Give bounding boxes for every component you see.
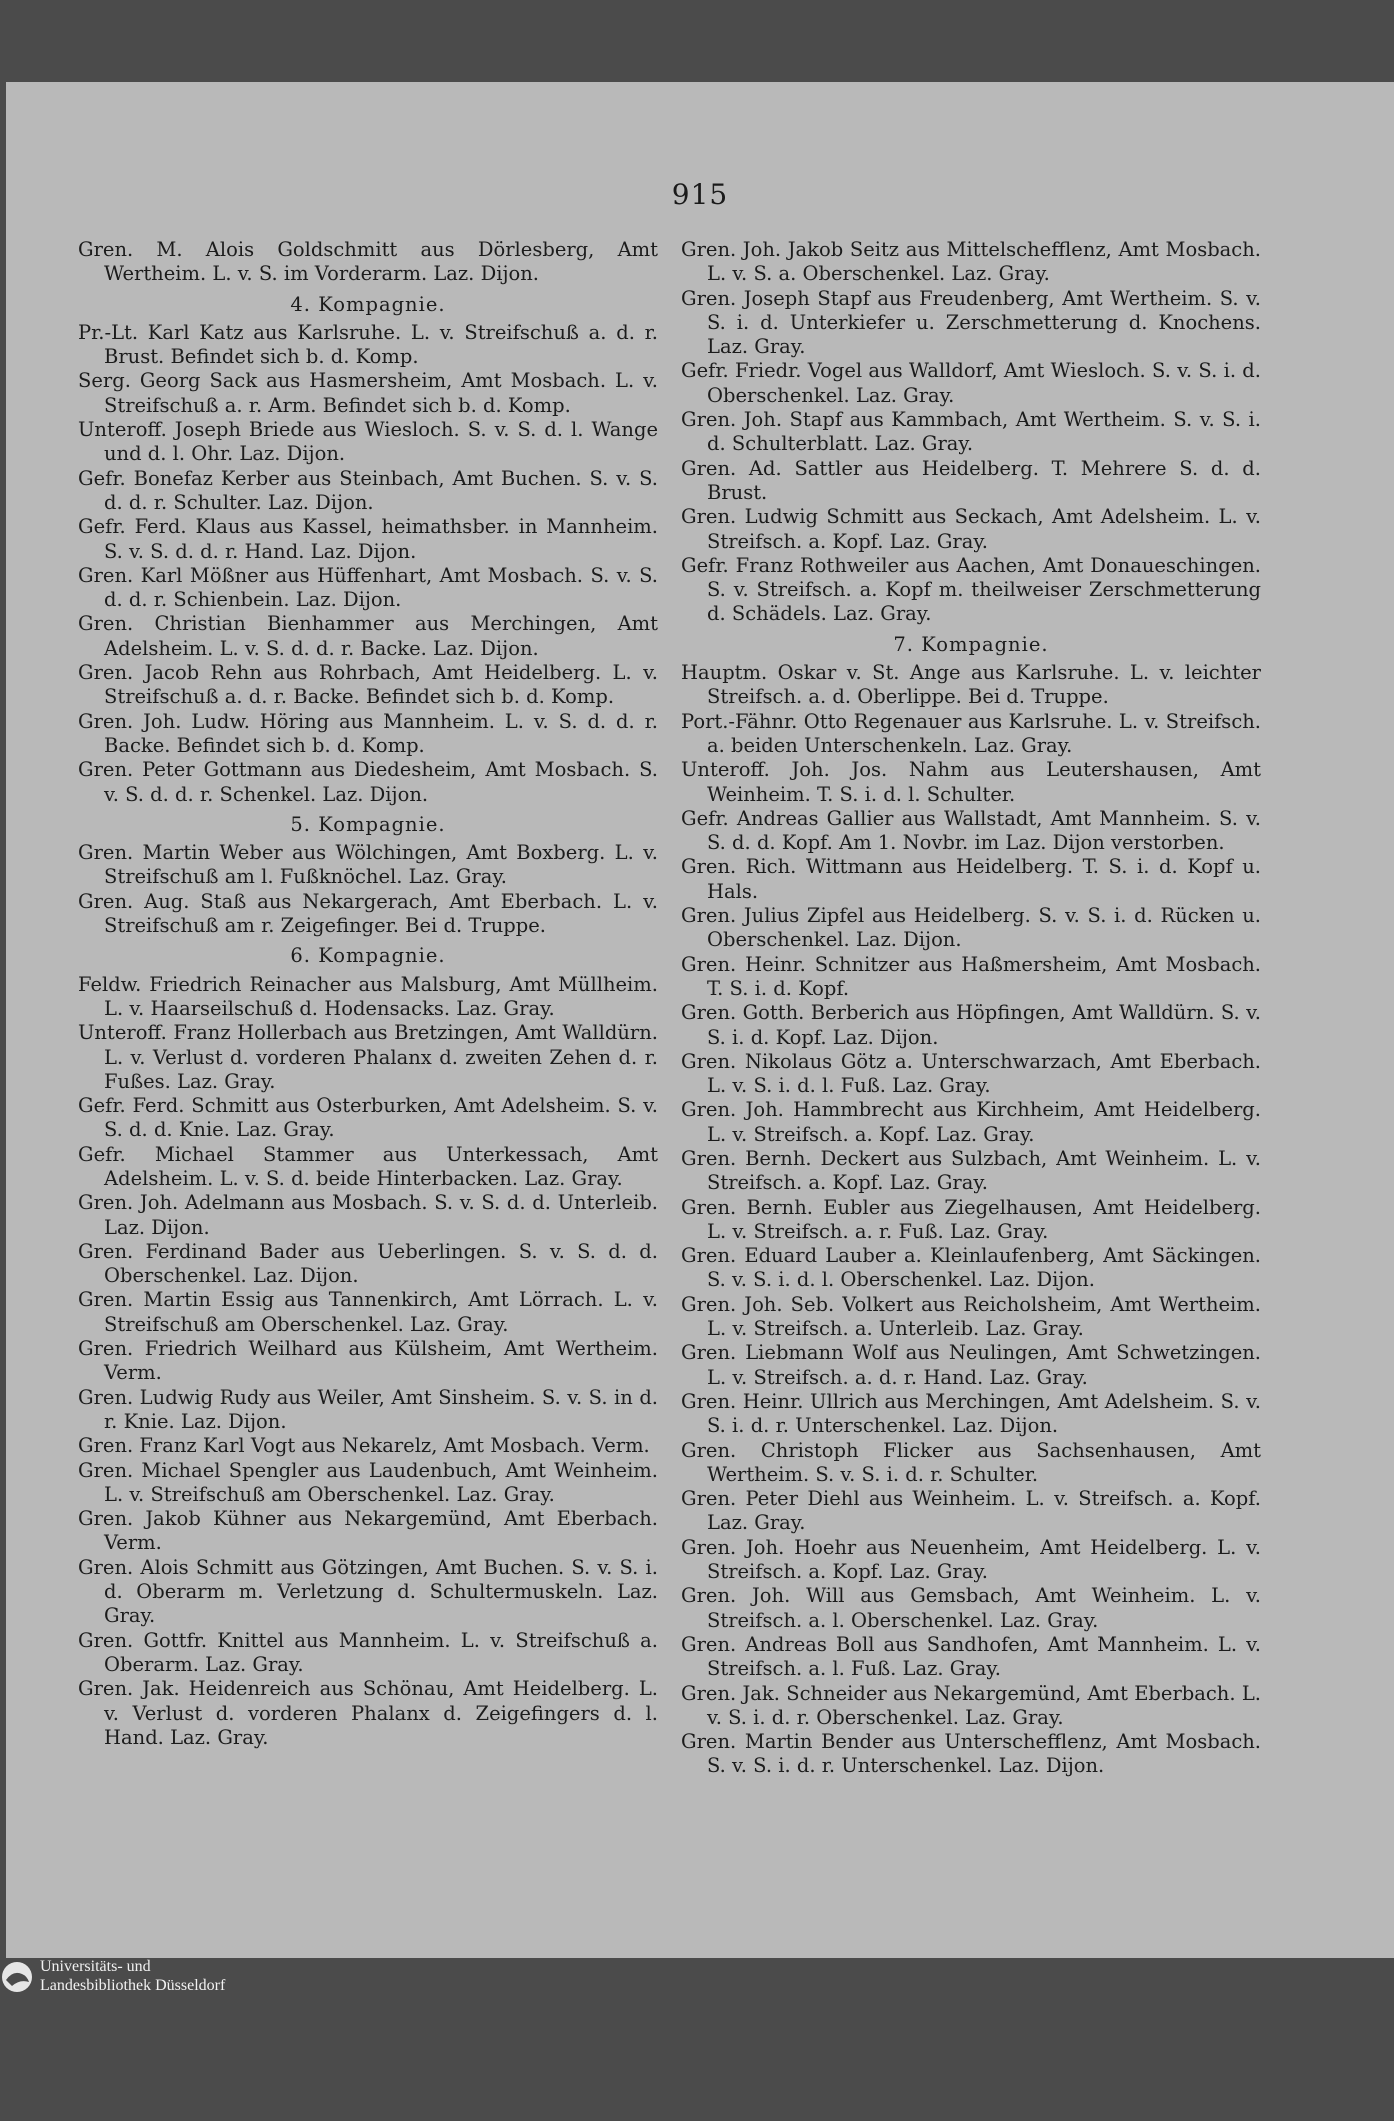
casualty-entry: Gren. Jak. Schneider aus Nekargemünd, Amt Eberbach. L. v. S. i. d. r. Oberschenkel. Laz. Gray.	[681, 1681, 1261, 1729]
casualty-entry: Gren. Julius Zipfel aus Heidelberg. S. v. S. i. d. Rücken u. Oberschenkel. Laz. Dijon.	[681, 904, 1261, 952]
casualty-entry: Pr.-Lt. Karl Katz aus Karlsruhe. L. v. Streifschuß a. d. r. Brust. Befindet sich b. d. Komp.	[78, 320, 658, 369]
casualty-entry: Port.-Fähnr. Otto Regenauer aus Karlsruhe. L. v. Streifsch. a. beiden Unterschenkeln. Laz. Gray.	[681, 709, 1261, 757]
casualty-entry: Gren. Joseph Stapf aus Freudenberg, Amt Wertheim. S. v. S. i. d. Unterkiefer u. Zerschmetterung d. Knochens. Laz. Gray.	[681, 286, 1261, 359]
casualty-entry: Gefr. Michael Stammer aus Unterkessach, Amt Adelsheim. L. v. S. d. beide Hinterbacken. Laz. Gray.	[78, 1142, 658, 1190]
casualty-entry: Gren. Peter Gottmann aus Diedesheim, Amt Mosbach. S. v. S. d. d. r. Schenkel. Laz. Dijon.	[78, 758, 658, 806]
casualty-entry: Gren. Eduard Lauber a. Kleinlaufenberg, Amt Säckingen. S. v. S. i. d. l. Oberschenkel. Laz. Dijon.	[681, 1244, 1261, 1292]
casualty-entry: Gren. Ludwig Rudy aus Weiler, Amt Sinsheim. S. v. S. in d. r. Knie. Laz. Dijon.	[78, 1385, 658, 1433]
casualty-entry: Unteroff. Joseph Briede aus Wiesloch. S. v. S. d. l. Wange und d. l. Ohr. Laz. Dijon.	[78, 418, 658, 466]
company-heading: 4. Kompagnie.	[290, 292, 446, 316]
casualty-entry: Gren. Rich. Wittmann aus Heidelberg. T. S. i. d. Kopf u. Hals.	[681, 855, 1261, 903]
casualty-entry: Gren. Gotth. Berberich aus Höpfingen, Amt Walldürn. S. v. S. i. d. Kopf. Laz. Dijon.	[681, 1001, 1261, 1049]
casualty-entry: Hauptm. Oskar v. St. Ange aus Karlsruhe. L. v. leichter Streifsch. a. d. Oberlippe. Bei d. Truppe.	[681, 661, 1261, 709]
casualty-entry: Gren. Heinr. Ullrich aus Merchingen, Amt Adelsheim. S. v. S. i. d. r. Unterschenkel. Laz. Dijon.	[681, 1389, 1261, 1438]
casualty-entry: Gren. Peter Diehl aus Weinheim. L. v. Streifsch. a. Kopf. Laz. Gray.	[681, 1487, 1261, 1535]
casualty-entry: Gren. Bernh. Deckert aus Sulzbach, Amt Weinheim. L. v. Streifsch. a. Kopf. Laz. Gray.	[681, 1146, 1261, 1195]
casualty-entry: Gren. Jak. Heidenreich aus Schönau, Amt Heidelberg. L. v. Verlust d. vorderen Phalanx d. Zeigefingers d. l. Hand. Laz. Gray.	[78, 1677, 658, 1749]
casualty-entry: Gren. Martin Essig aus Tannenkirch, Amt Lörrach. L. v. Streifschuß am Oberschenkel. Laz. Gray.	[78, 1288, 658, 1336]
casualty-entry: Unteroff. Franz Hollerbach aus Bretzingen, Amt Walldürn. L. v. Verlust d. vorderen Phalanx d. zweiten Zehen d. r. Fußes. Laz. Gray.	[78, 1021, 658, 1093]
casualty-entry: Serg. Georg Sack aus Hasmersheim, Amt Mosbach. L. v. Streifschuß a. r. Arm. Befindet sich b. d. Komp.	[78, 369, 658, 417]
library-name	[40, 1957, 225, 1995]
company-heading: 7. Kompagnie.	[893, 632, 1049, 656]
casualty-entry: Gren. Christoph Flicker aus Sachsenhausen, Amt Wertheim. S. v. S. i. d. r. Schulter.	[681, 1438, 1261, 1486]
casualty-entry: Feldw. Friedrich Reinacher aus Malsburg, Amt Müllheim. L. v. Haarseilschuß d. Hodensacks. Laz. Gray.	[78, 972, 658, 1020]
casualty-entry: Gren. Ferdinand Bader aus Ueberlingen. S. v. S. d. d. Oberschenkel. Laz. Dijon.	[78, 1239, 658, 1288]
casualty-entry: Gren. Joh. Adelmann aus Mosbach. S. v. S. d. d. Unterleib. Laz. Dijon.	[78, 1191, 658, 1239]
casualty-entry: Gren. Friedrich Weilhard aus Külsheim, Amt Wertheim. Verm.	[78, 1337, 658, 1385]
casualty-entry: Unteroff. Joh. Jos. Nahm aus Leutershausen, Amt Weinheim. T. S. i. d. l. Schulter.	[681, 758, 1261, 806]
library-name-line1: Universitäts- und	[40, 1958, 151, 1975]
casualty-entry: Gren. Nikolaus Götz a. Unterschwarzach, Amt Eberbach. L. v. S. i. d. l. Fuß. Laz. Gray.	[681, 1049, 1261, 1098]
casualty-entry: Gren. Martin Weber aus Wölchingen, Amt Boxberg. L. v. Streifschuß am l. Fußknöchel. Laz. Gray.	[78, 841, 658, 889]
casualty-entry: Gren. Alois Schmitt aus Götzingen, Amt Buchen. S. v. S. i. d. Oberarm m. Verletzung d. Schultermuskeln. Laz. Gray.	[78, 1555, 658, 1628]
casualty-entry: Gefr. Franz Rothweiler aus Aachen, Amt Donaueschingen. S. v. Streifsch. a. Kopf m. theilweiser Zerschmetterung d. Schädels. Laz. Gray.	[681, 553, 1261, 626]
company-heading: 6. Kompagnie.	[290, 944, 446, 968]
page-number: 915	[671, 178, 729, 211]
casualty-entry: Gren. Joh. Jakob Seitz aus Mittelschefflenz, Amt Mosbach. L. v. S. a. Oberschenkel. Laz. Gray.	[681, 238, 1261, 286]
casualty-entry: Gefr. Ferd. Klaus aus Kassel, heimathsber. in Mannheim. S. v. S. d. d. r. Hand. Laz. Dijon.	[78, 515, 658, 563]
casualty-entry: Gren. Heinr. Schnitzer aus Haßmersheim, Amt Mosbach. T. S. i. d. Kopf.	[681, 952, 1261, 1000]
casualty-entry: Gren. Joh. Ludw. Höring aus Mannheim. L. v. S. d. d. r. Backe. Befindet sich b. d. Komp.	[78, 709, 658, 757]
casualty-entry: Gren. Franz Karl Vogt aus Nekarelz, Amt Mosbach. Verm.	[78, 1434, 650, 1458]
casualty-entry: Gefr. Andreas Gallier aus Wallstadt, Amt Mannheim. S. v. S. d. d. Kopf. Am 1. Novbr. im Laz. Dijon verstorben.	[681, 806, 1261, 855]
right-column	[681, 238, 1261, 1779]
casualty-entry: Gren. Liebmann Wolf aus Neulingen, Amt Schwetzingen. L. v. Streifsch. a. d. r. Hand. Laz. Gray.	[681, 1341, 1261, 1389]
casualty-entry: Gren. Joh. Hammbrecht aus Kirchheim, Amt Heidelberg. L. v. Streifsch. a. Kopf. Laz. Gray.	[681, 1098, 1261, 1146]
casualty-entry: Gren. Martin Bender aus Unterschefflenz, Amt Mosbach. S. v. S. i. d. r. Unterschenkel. Laz. Dijon.	[681, 1730, 1261, 1778]
library-logo-icon	[0, 1960, 34, 1994]
casualty-entry: Gren. Ad. Sattler aus Heidelberg. T. Mehrere S. d. d. Brust.	[681, 456, 1261, 504]
scanned-page	[6, 82, 1394, 1962]
library-name-line2: Landesbibliothek Düsseldorf	[40, 1977, 226, 1994]
casualty-entry: Gren. M. Alois Goldschmitt aus Dörlesberg, Amt Wertheim. L. v. S. im Vorderarm. Laz. Dijon.	[78, 238, 658, 286]
casualty-entry: Gren. Aug. Staß aus Nekargerach, Amt Eberbach. L. v. Streifschuß am r. Zeigefinger. Bei d. Truppe.	[78, 889, 658, 938]
casualty-entry: Gefr. Friedr. Vogel aus Walldorf, Amt Wiesloch. S. v. S. i. d. Oberschenkel. Laz. Gray.	[681, 359, 1261, 407]
casualty-entry: Gefr. Ferd. Schmitt aus Osterburken, Amt Adelsheim. S. v. S. d. d. Knie. Laz. Gray.	[78, 1094, 658, 1142]
casualty-entry: Gren. Andreas Boll aus Sandhofen, Amt Mannheim. L. v. Streifsch. a. l. Fuß. Laz. Gray.	[681, 1632, 1261, 1681]
casualty-entry: Gren. Gottfr. Knittel aus Mannheim. L. v. Streifschuß a. Oberarm. Laz. Gray.	[78, 1628, 658, 1676]
casualty-entry: Gren. Jakob Kühner aus Nekargemünd, Amt Eberbach. Verm.	[78, 1507, 658, 1555]
casualty-entry: Gren. Karl Mößner aus Hüffenhart, Amt Mosbach. S. v. S. d. d. r. Schienbein. Laz. Dijon.	[78, 563, 658, 612]
left-column	[78, 238, 658, 1750]
casualty-entry: Gren. Joh. Seb. Volkert aus Reicholsheim, Amt Wertheim. L. v. Streifsch. a. Unterleib. Laz. Gray.	[681, 1292, 1261, 1341]
casualty-entry: Gren. Christian Bienhammer aus Merchingen, Amt Adelsheim. L. v. S. d. d. r. Backe. Laz. Dijon.	[78, 612, 658, 660]
company-heading: 5. Kompagnie.	[290, 812, 446, 836]
casualty-entry: Gren. Joh. Will aus Gemsbach, Amt Weinheim. L. v. Streifsch. a. l. Oberschenkel. Laz. Gray.	[681, 1584, 1261, 1632]
casualty-entry: Gren. Jacob Rehn aus Rohrbach, Amt Heidelberg. L. v. Streifschuß a. d. r. Backe. Befindet sich b. d. Komp.	[78, 661, 658, 709]
casualty-entry: Gren. Ludwig Schmitt aus Seckach, Amt Adelsheim. L. v. Streifsch. a. Kopf. Laz. Gray.	[681, 505, 1261, 553]
casualty-entry: Gren. Joh. Hoehr aus Neuenheim, Amt Heidelberg. L. v. Streifsch. a. Kopf. Laz. Gray.	[681, 1535, 1261, 1584]
casualty-entry: Gefr. Bonefaz Kerber aus Steinbach, Amt Buchen. S. v. S. d. d. r. Schulter. Laz. Dijon.	[78, 466, 658, 514]
casualty-entry: Gren. Joh. Stapf aus Kammbach, Amt Wertheim. S. v. S. i. d. Schulterblatt. Laz. Gray.	[681, 408, 1261, 456]
casualty-entry: Gren. Michael Spengler aus Laudenbuch, Amt Weinheim. L. v. Streifschuß am Oberschenkel. Laz. Gray.	[78, 1458, 658, 1506]
casualty-entry: Gren. Bernh. Eubler aus Ziegelhausen, Amt Heidelberg. L. v. Streifsch. a. r. Fuß. Laz. Gray.	[681, 1195, 1261, 1243]
